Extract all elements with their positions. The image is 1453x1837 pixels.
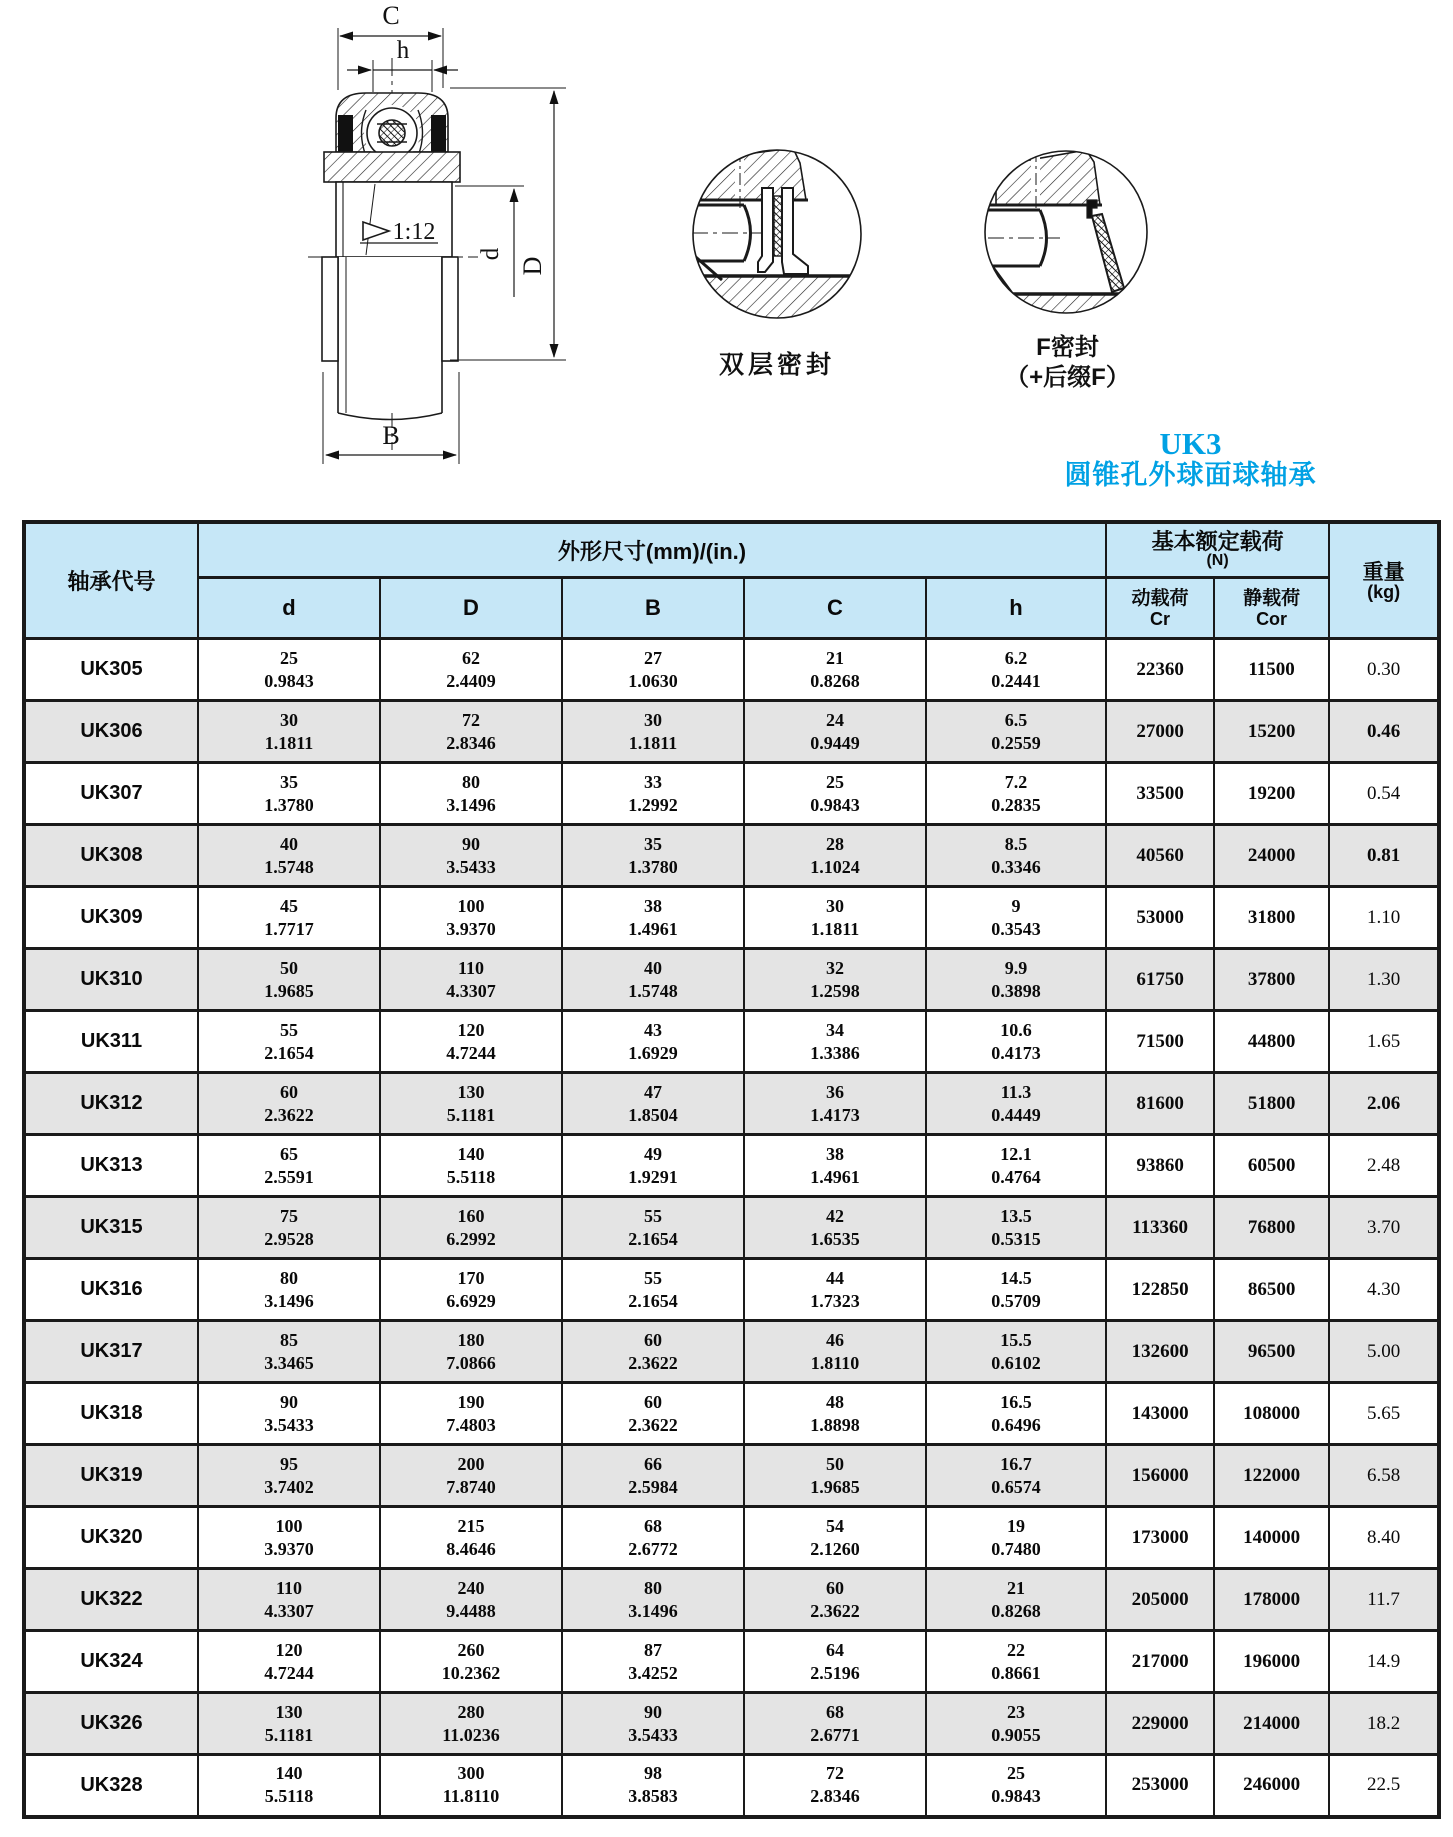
dim-d-value: 75 2.9528: [198, 1197, 380, 1259]
col-header-bearing-code: 轴承代号: [24, 522, 198, 639]
dim-d-value: 55 2.1654: [198, 1011, 380, 1073]
dim-D-value: 170 6.6929: [380, 1259, 562, 1321]
dim-D-value: 100 3.9370: [380, 887, 562, 949]
dim-h-value: 12.1 0.4764: [926, 1135, 1106, 1197]
taper-ratio-label: 1:12: [392, 219, 436, 245]
technical-drawing: [0, 0, 1453, 512]
bearing-code: UK315: [24, 1197, 198, 1259]
weight-value: 0.54: [1329, 763, 1439, 825]
dim-label-C: C: [382, 1, 400, 30]
static-load-cor-value: 140000: [1214, 1507, 1329, 1569]
dynamic-load-cr-value: 253000: [1106, 1755, 1214, 1817]
table-row: [24, 639, 1439, 701]
col-header-h: h: [926, 578, 1106, 639]
dim-h-value: 13.5 0.5315: [926, 1197, 1106, 1259]
dim-h-value: 19 0.7480: [926, 1507, 1106, 1569]
dim-B-value: 66 2.5984: [562, 1445, 744, 1507]
bearing-code: UK326: [24, 1693, 198, 1755]
dim-B-value: 80 3.1496: [562, 1569, 744, 1631]
dim-d-value: 110 4.3307: [198, 1569, 380, 1631]
dim-D-value: 160 6.2992: [380, 1197, 562, 1259]
static-load-cor-value: 214000: [1214, 1693, 1329, 1755]
weight-value: 6.58: [1329, 1445, 1439, 1507]
table-row: [24, 1011, 1439, 1073]
dim-B-value: 38 1.4961: [562, 887, 744, 949]
dim-B-value: 55 2.1654: [562, 1259, 744, 1321]
dim-B-value: 68 2.6772: [562, 1507, 744, 1569]
weight-value: 5.65: [1329, 1383, 1439, 1445]
bearing-code: UK312: [24, 1073, 198, 1135]
dim-h-value: 16.7 0.6574: [926, 1445, 1106, 1507]
dynamic-load-cr-value: 93860: [1106, 1135, 1214, 1197]
dim-C-value: 30 1.1811: [744, 887, 926, 949]
static-load-cor-value: 122000: [1214, 1445, 1329, 1507]
detail2-caption-line1: F密封: [1036, 334, 1099, 361]
dim-D-value: 215 8.4646: [380, 1507, 562, 1569]
dim-B-value: 98 3.8583: [562, 1755, 744, 1817]
series-name: 圆锥孔外球面球轴承: [1064, 460, 1317, 490]
dim-B-value: 60 2.3622: [562, 1383, 744, 1445]
bearing-code: UK311: [24, 1011, 198, 1073]
dim-d-value: 130 5.1181: [198, 1693, 380, 1755]
dim-C-value: 25 0.9843: [744, 763, 926, 825]
detail1-caption: 双层密封: [718, 351, 835, 379]
dim-C-value: 34 1.3386: [744, 1011, 926, 1073]
dim-D-value: 62 2.4409: [380, 639, 562, 701]
table-row: [24, 1569, 1439, 1631]
detail-view-f-seal: [985, 150, 1148, 338]
dynamic-load-cr-value: 205000: [1106, 1569, 1214, 1631]
table-row: [24, 1259, 1439, 1321]
bearing-code: UK317: [24, 1321, 198, 1383]
dim-C-value: 60 2.3622: [744, 1569, 926, 1631]
dim-D-value: 180 7.0866: [380, 1321, 562, 1383]
dynamic-load-cr-value: 217000: [1106, 1631, 1214, 1693]
static-load-cor-value: 51800: [1214, 1073, 1329, 1135]
weight-value: 18.2: [1329, 1693, 1439, 1755]
dynamic-load-cr-value: 71500: [1106, 1011, 1214, 1073]
dim-C-value: 28 1.1024: [744, 825, 926, 887]
table-row: [24, 1755, 1439, 1817]
col-header-C: C: [744, 578, 926, 639]
dim-d-value: 35 1.3780: [198, 763, 380, 825]
dynamic-load-cr-value: 22360: [1106, 639, 1214, 701]
dim-h-value: 10.6 0.4173: [926, 1011, 1106, 1073]
static-load-cor-value: 44800: [1214, 1011, 1329, 1073]
dim-C-value: 72 2.8346: [744, 1755, 926, 1817]
dim-C-value: 54 2.1260: [744, 1507, 926, 1569]
dim-d-value: 100 3.9370: [198, 1507, 380, 1569]
dim-h-value: 11.3 0.4449: [926, 1073, 1106, 1135]
dim-D-value: 120 4.7244: [380, 1011, 562, 1073]
bearing-code: UK319: [24, 1445, 198, 1507]
dim-B-value: 49 1.9291: [562, 1135, 744, 1197]
bearing-code: UK309: [24, 887, 198, 949]
dim-C-value: 44 1.7323: [744, 1259, 926, 1321]
weight-value: 3.70: [1329, 1197, 1439, 1259]
table-row: [24, 1445, 1439, 1507]
dim-h-value: 22 0.8661: [926, 1631, 1106, 1693]
load-unit-label: (N): [1206, 552, 1229, 569]
static-load-cor-value: 60500: [1214, 1135, 1329, 1197]
main-view: [308, 1, 566, 464]
dynamic-load-cr-value: 27000: [1106, 701, 1214, 763]
col-group-load: [1106, 522, 1329, 578]
dim-d-value: 120 4.7244: [198, 1631, 380, 1693]
dim-D-value: 300 11.8110: [380, 1755, 562, 1817]
dynamic-load-cr-value: 143000: [1106, 1383, 1214, 1445]
dynamic-load-cr-value: 132600: [1106, 1321, 1214, 1383]
table-row: [24, 763, 1439, 825]
weight-value: 2.48: [1329, 1135, 1439, 1197]
dim-h-value: 25 0.9843: [926, 1755, 1106, 1817]
static-load-cor-value: 108000: [1214, 1383, 1329, 1445]
dim-label-B: B: [382, 421, 400, 450]
cr-label: 动载荷: [1131, 588, 1189, 609]
dim-label-h: h: [396, 37, 410, 64]
weight-label: 重量: [1362, 560, 1405, 584]
bearing-code: UK328: [24, 1755, 198, 1817]
weight-value: 14.9: [1329, 1631, 1439, 1693]
dim-h-value: 16.5 0.6496: [926, 1383, 1106, 1445]
col-group-dimensions: 外形尺寸(mm)/(in.): [198, 522, 1106, 578]
weight-value: 1.10: [1329, 887, 1439, 949]
dim-D-value: 200 7.8740: [380, 1445, 562, 1507]
dim-D-value: 240 9.4488: [380, 1569, 562, 1631]
static-load-cor-value: 31800: [1214, 887, 1329, 949]
dim-d-value: 80 3.1496: [198, 1259, 380, 1321]
table-row: [24, 1135, 1439, 1197]
dim-C-value: 36 1.4173: [744, 1073, 926, 1135]
dim-D-value: 110 4.3307: [380, 949, 562, 1011]
table-row: [24, 701, 1439, 763]
bearing-code: UK310: [24, 949, 198, 1011]
dynamic-load-cr-value: 173000: [1106, 1507, 1214, 1569]
bearing-code: UK308: [24, 825, 198, 887]
dim-d-value: 25 0.9843: [198, 639, 380, 701]
weight-value: 1.30: [1329, 949, 1439, 1011]
table-row: [24, 949, 1439, 1011]
weight-unit-label: (kg): [1367, 581, 1401, 602]
dim-d-value: 30 1.1811: [198, 701, 380, 763]
dim-D-value: 72 2.8346: [380, 701, 562, 763]
dim-h-value: 14.5 0.5709: [926, 1259, 1106, 1321]
detail2-caption-line2: （+后缀F）: [1005, 364, 1130, 391]
load-group-label: 基本额定载荷: [1151, 529, 1284, 554]
dim-label-d: d: [477, 247, 504, 261]
bearing-code: UK320: [24, 1507, 198, 1569]
dim-d-value: 40 1.5748: [198, 825, 380, 887]
dim-d-value: 90 3.5433: [198, 1383, 380, 1445]
col-header-D: D: [380, 578, 562, 639]
static-load-cor-value: 178000: [1214, 1569, 1329, 1631]
dynamic-load-cr-value: 40560: [1106, 825, 1214, 887]
dim-D-value: 190 7.4803: [380, 1383, 562, 1445]
bearing-code: UK307: [24, 763, 198, 825]
table-row: [24, 1073, 1439, 1135]
detail2-caption: [960, 333, 1175, 393]
cor-label: 静载荷: [1243, 588, 1301, 609]
table-row: [24, 1507, 1439, 1569]
dim-B-value: 35 1.3780: [562, 825, 744, 887]
dim-h-value: 9 0.3543: [926, 887, 1106, 949]
dim-d-value: 85 3.3465: [198, 1321, 380, 1383]
dim-B-value: 30 1.1811: [562, 701, 744, 763]
static-load-cor-value: 246000: [1214, 1755, 1329, 1817]
cor-symbol: Cor: [1256, 609, 1288, 629]
dynamic-load-cr-value: 61750: [1106, 949, 1214, 1011]
dim-C-value: 64 2.5196: [744, 1631, 926, 1693]
dynamic-load-cr-value: 156000: [1106, 1445, 1214, 1507]
weight-value: 0.81: [1329, 825, 1439, 887]
weight-value: 5.00: [1329, 1321, 1439, 1383]
bearing-code: UK313: [24, 1135, 198, 1197]
dim-B-value: 87 3.4252: [562, 1631, 744, 1693]
series-title: [1018, 426, 1363, 491]
col-header-cr: [1106, 578, 1214, 639]
series-code: UK3: [1159, 426, 1222, 461]
static-load-cor-value: 76800: [1214, 1197, 1329, 1259]
dim-B-value: 27 1.0630: [562, 639, 744, 701]
dim-d-value: 50 1.9685: [198, 949, 380, 1011]
weight-value: 8.40: [1329, 1507, 1439, 1569]
dim-d-value: 140 5.5118: [198, 1755, 380, 1817]
dim-D-value: 260 10.2362: [380, 1631, 562, 1693]
col-header-d: d: [198, 578, 380, 639]
table-row: [24, 1197, 1439, 1259]
dim-d-value: 60 2.3622: [198, 1073, 380, 1135]
col-header-B: B: [562, 578, 744, 639]
dim-h-value: 8.5 0.3346: [926, 825, 1106, 887]
table-row: [24, 1631, 1439, 1693]
dim-C-value: 48 1.8898: [744, 1383, 926, 1445]
detail-view-double-seal: [690, 148, 861, 322]
static-load-cor-value: 196000: [1214, 1631, 1329, 1693]
static-load-cor-value: 11500: [1214, 639, 1329, 701]
dim-C-value: 50 1.9685: [744, 1445, 926, 1507]
weight-value: 1.65: [1329, 1011, 1439, 1073]
table-row: [24, 1321, 1439, 1383]
dim-label-D: D: [518, 256, 547, 276]
dim-C-value: 42 1.6535: [744, 1197, 926, 1259]
dim-d-value: 65 2.5591: [198, 1135, 380, 1197]
weight-value: 2.06: [1329, 1073, 1439, 1135]
static-load-cor-value: 15200: [1214, 701, 1329, 763]
dim-B-value: 90 3.5433: [562, 1693, 744, 1755]
weight-value: 4.30: [1329, 1259, 1439, 1321]
weight-value: 0.30: [1329, 639, 1439, 701]
weight-value: 0.46: [1329, 701, 1439, 763]
dim-B-value: 43 1.6929: [562, 1011, 744, 1073]
dim-d-value: 95 3.7402: [198, 1445, 380, 1507]
dim-D-value: 90 3.5433: [380, 825, 562, 887]
cr-symbol: Cr: [1150, 609, 1171, 629]
dim-h-value: 6.5 0.2559: [926, 701, 1106, 763]
dim-h-value: 7.2 0.2835: [926, 763, 1106, 825]
dynamic-load-cr-value: 33500: [1106, 763, 1214, 825]
dim-C-value: 32 1.2598: [744, 949, 926, 1011]
dim-d-value: 45 1.7717: [198, 887, 380, 949]
dynamic-load-cr-value: 122850: [1106, 1259, 1214, 1321]
weight-value: 22.5: [1329, 1755, 1439, 1817]
dim-C-value: 68 2.6771: [744, 1693, 926, 1755]
static-load-cor-value: 19200: [1214, 763, 1329, 825]
dim-h-value: 6.2 0.2441: [926, 639, 1106, 701]
bearing-code: UK322: [24, 1569, 198, 1631]
dynamic-load-cr-value: 53000: [1106, 887, 1214, 949]
dim-h-value: 9.9 0.3898: [926, 949, 1106, 1011]
dim-C-value: 38 1.4961: [744, 1135, 926, 1197]
bearing-code: UK318: [24, 1383, 198, 1445]
table-row: [24, 825, 1439, 887]
dynamic-load-cr-value: 229000: [1106, 1693, 1214, 1755]
bearing-code: UK305: [24, 639, 198, 701]
dim-h-value: 23 0.9055: [926, 1693, 1106, 1755]
weight-value: 11.7: [1329, 1569, 1439, 1631]
bearing-code: UK306: [24, 701, 198, 763]
static-load-cor-value: 86500: [1214, 1259, 1329, 1321]
static-load-cor-value: 24000: [1214, 825, 1329, 887]
bearing-code: UK316: [24, 1259, 198, 1321]
bearing-spec-table: [22, 520, 1441, 1819]
dim-C-value: 46 1.8110: [744, 1321, 926, 1383]
col-header-weight: [1329, 522, 1439, 639]
dim-B-value: 60 2.3622: [562, 1321, 744, 1383]
table-row: [24, 1383, 1439, 1445]
dynamic-load-cr-value: 81600: [1106, 1073, 1214, 1135]
dim-C-value: 24 0.9449: [744, 701, 926, 763]
dim-D-value: 80 3.1496: [380, 763, 562, 825]
dim-B-value: 33 1.2992: [562, 763, 744, 825]
dim-h-value: 15.5 0.6102: [926, 1321, 1106, 1383]
dim-B-value: 55 2.1654: [562, 1197, 744, 1259]
dim-h-value: 21 0.8268: [926, 1569, 1106, 1631]
static-load-cor-value: 37800: [1214, 949, 1329, 1011]
static-load-cor-value: 96500: [1214, 1321, 1329, 1383]
table-row: [24, 887, 1439, 949]
dim-C-value: 21 0.8268: [744, 639, 926, 701]
col-header-cor: [1214, 578, 1329, 639]
dim-B-value: 47 1.8504: [562, 1073, 744, 1135]
dim-D-value: 140 5.5118: [380, 1135, 562, 1197]
bearing-code: UK324: [24, 1631, 198, 1693]
dynamic-load-cr-value: 113360: [1106, 1197, 1214, 1259]
dim-D-value: 130 5.1181: [380, 1073, 562, 1135]
table-row: [24, 1693, 1439, 1755]
dim-D-value: 280 11.0236: [380, 1693, 562, 1755]
dim-B-value: 40 1.5748: [562, 949, 744, 1011]
